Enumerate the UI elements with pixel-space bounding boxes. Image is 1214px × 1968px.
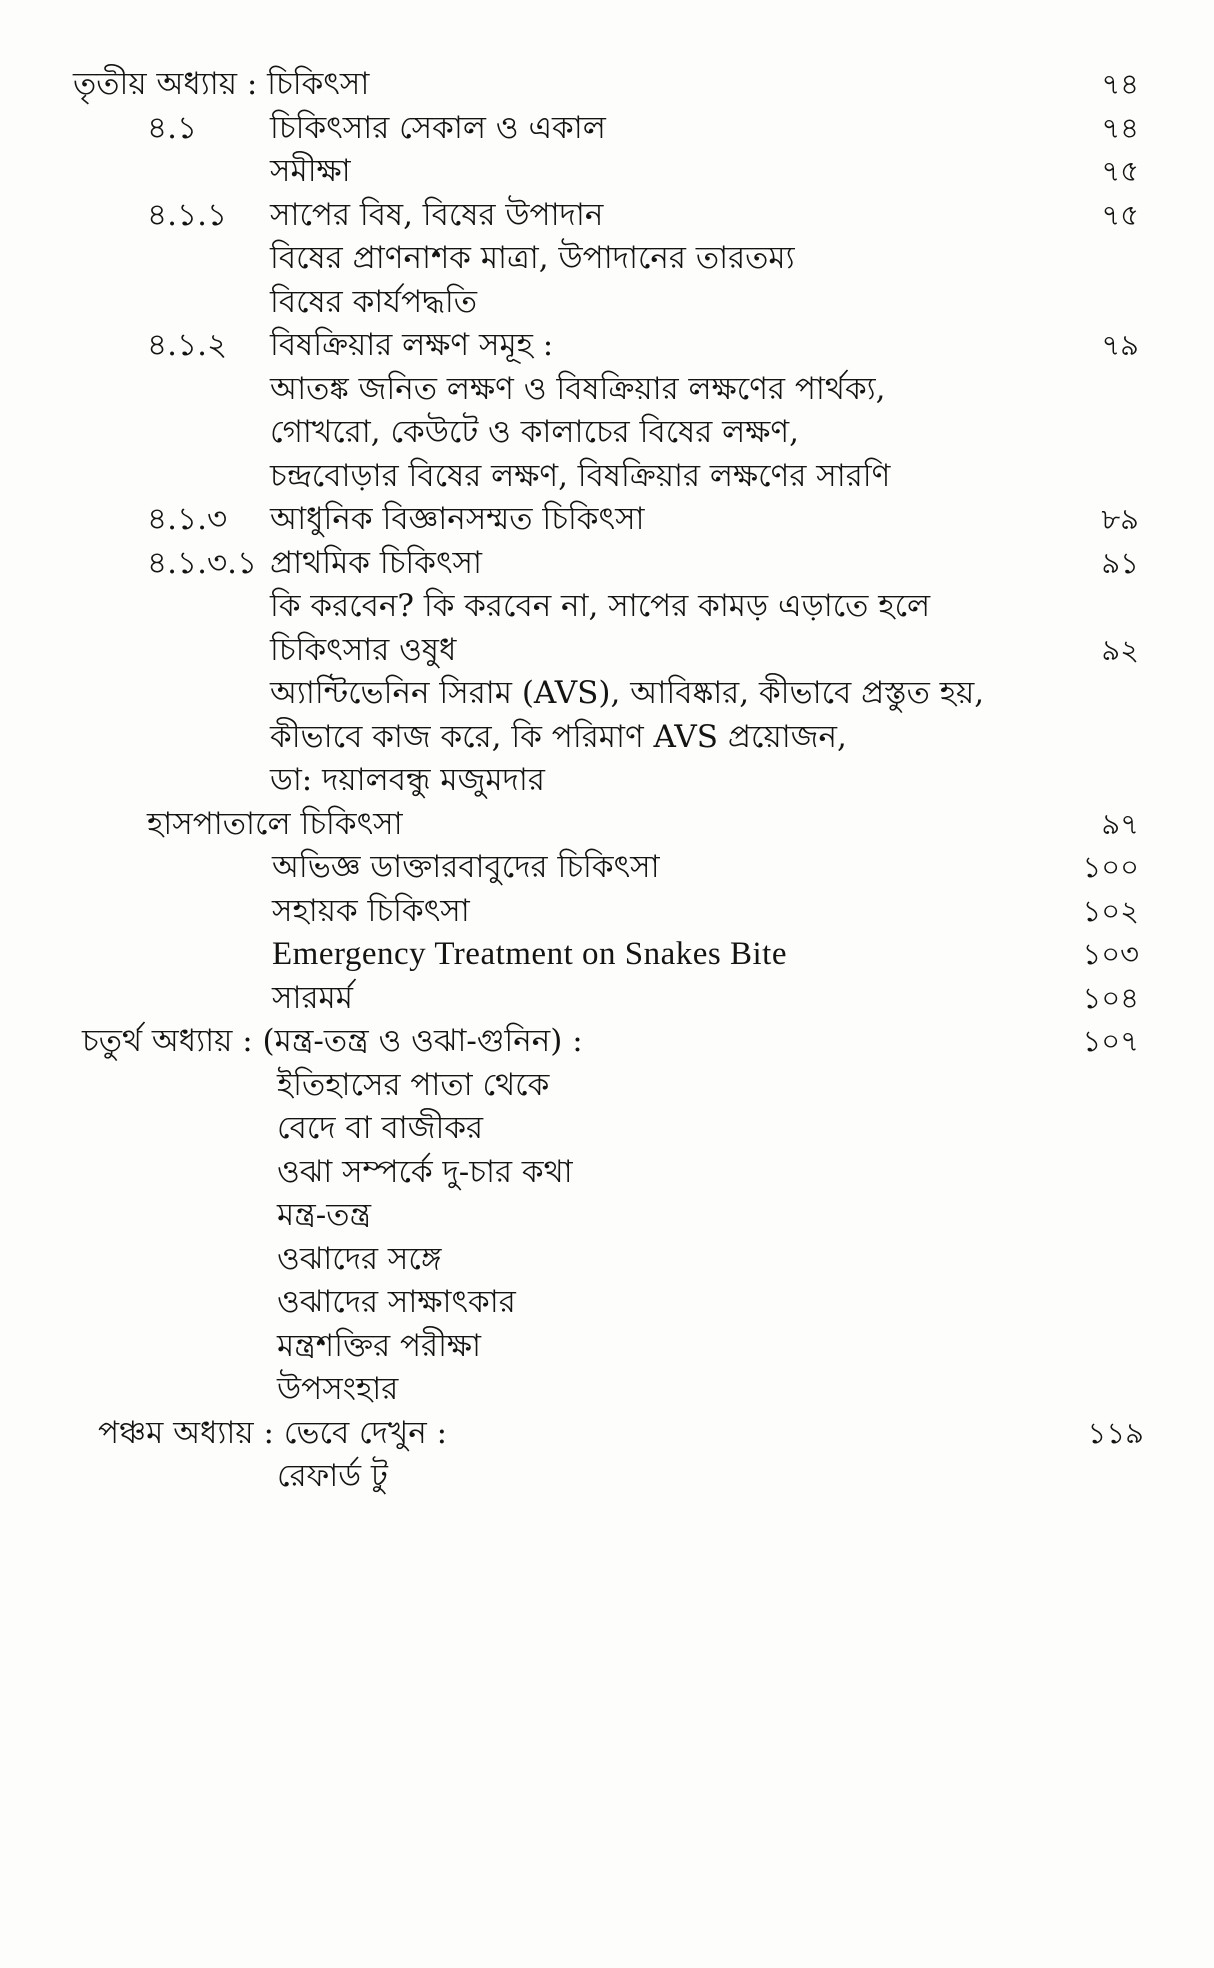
- toc-section-number: ৪.১.৩: [147, 501, 228, 537]
- toc-page-number: ৭৪: [1101, 67, 1139, 101]
- toc-title: বিষক্রিয়ার লক্ষণ সমূহ :: [270, 327, 554, 363]
- toc-page-number: ৭৫: [1101, 154, 1139, 188]
- toc-section-number: ৪.১.৩.১: [147, 545, 258, 581]
- toc-title: হাসপাতালে চিকিৎসা: [147, 806, 403, 842]
- toc-title: সাপের বিষ, বিষের উপাদান: [270, 197, 604, 233]
- toc-title: ওঝা সম্পর্কে দু-চার কথা: [277, 1154, 573, 1190]
- toc-title: পঞ্চম অধ্যায় : ভেবে দেখুন :: [98, 1415, 448, 1451]
- toc-page-number: ১০৭: [1082, 1024, 1139, 1058]
- toc-title: ওঝাদের সঙ্গে: [277, 1241, 442, 1277]
- toc-section-number: ৪.১.২: [147, 327, 228, 363]
- toc-title: তৃতীয় অধ্যায় : চিকিৎসা: [73, 66, 370, 102]
- toc-page-number: ১০২: [1082, 894, 1139, 928]
- toc-page-number: ৯২: [1101, 633, 1139, 667]
- toc-page-number: ১০০: [1082, 850, 1139, 884]
- toc-title: ওঝাদের সাক্ষাৎকার: [277, 1284, 516, 1320]
- toc-title: সারমর্ম: [272, 980, 353, 1016]
- toc-title: বিষের কার্যপদ্ধতি: [270, 284, 478, 320]
- toc-title: রেফার্ড টু: [277, 1458, 388, 1494]
- toc-title: মন্ত্রশক্তির পরীক্ষা: [277, 1328, 482, 1364]
- toc-title: অ্যান্টিভেনিন সিরাম (AVS), আবিষ্কার, কীভাবে প্রস্তুত হয়,: [270, 675, 985, 711]
- toc-title: উপসংহার: [277, 1371, 399, 1407]
- toc-page-number: ১১৯: [1087, 1416, 1144, 1450]
- toc-row: [0, 1450, 1214, 1502]
- toc-section-number: ৪.১.১: [147, 197, 228, 233]
- toc-title: চন্দ্রবোড়ার বিষের লক্ষণ, বিষক্রিয়ার লক্ষণের সারণি: [270, 458, 891, 494]
- toc-title: অভিজ্ঞ ডাক্তারবাবুদের চিকিৎসা: [272, 849, 660, 885]
- toc-title: বিষের প্রাণনাশক মাত্রা, উপাদানের তারতম্য: [270, 240, 795, 276]
- toc-title: কি করবেন? কি করবেন না, সাপের কামড় এড়াতে হলে: [270, 588, 931, 624]
- toc-section-number: ৪.১: [147, 110, 198, 146]
- toc-title: বেদে বা বাজীকর: [277, 1110, 484, 1146]
- toc-title: Emergency Treatment on Snakes Bite: [272, 936, 787, 972]
- toc-title: কীভাবে কাজ করে, কি পরিমাণ AVS প্রয়োজন,: [270, 719, 847, 755]
- toc-page-number: ১০৩: [1082, 937, 1139, 971]
- toc-title: মন্ত্র-তন্ত্র: [277, 1197, 372, 1233]
- toc-page-number: ১০৪: [1082, 981, 1139, 1015]
- toc-title: চিকিৎসার সেকাল ও একাল: [270, 110, 606, 146]
- toc-title: ইতিহাসের পাতা থেকে: [277, 1067, 550, 1103]
- toc-page-number: ৮৯: [1101, 502, 1139, 536]
- toc-title: সমীক্ষা: [270, 153, 351, 189]
- toc-page-number: ৭৪: [1101, 111, 1139, 145]
- toc-page-number: ৭৯: [1101, 328, 1139, 362]
- toc-title: গোখরো, কেউটে ও কালাচের বিষের লক্ষণ,: [270, 414, 799, 450]
- toc-title: আতঙ্ক জনিত লক্ষণ ও বিষক্রিয়ার লক্ষণের পার্থক্য,: [270, 371, 886, 407]
- toc-title: প্রাথমিক চিকিৎসা: [270, 545, 483, 581]
- toc-title: চতুর্থ অধ্যায় : (মন্ত্র-তন্ত্র ও ওঝা-গুনিন) :: [82, 1023, 583, 1059]
- toc-title: চিকিৎসার ওষুধ: [270, 632, 457, 668]
- toc-title: আধুনিক বিজ্ঞানসম্মত চিকিৎসা: [270, 501, 645, 537]
- toc-title: ডা: দয়ালবন্ধু মজুমদার: [270, 762, 545, 798]
- toc-page-number: ৭৫: [1101, 198, 1139, 232]
- toc-page-number: ৯১: [1101, 546, 1139, 580]
- toc-page-number: ৯৭: [1101, 807, 1139, 841]
- toc-title: সহায়ক চিকিৎসা: [272, 893, 470, 929]
